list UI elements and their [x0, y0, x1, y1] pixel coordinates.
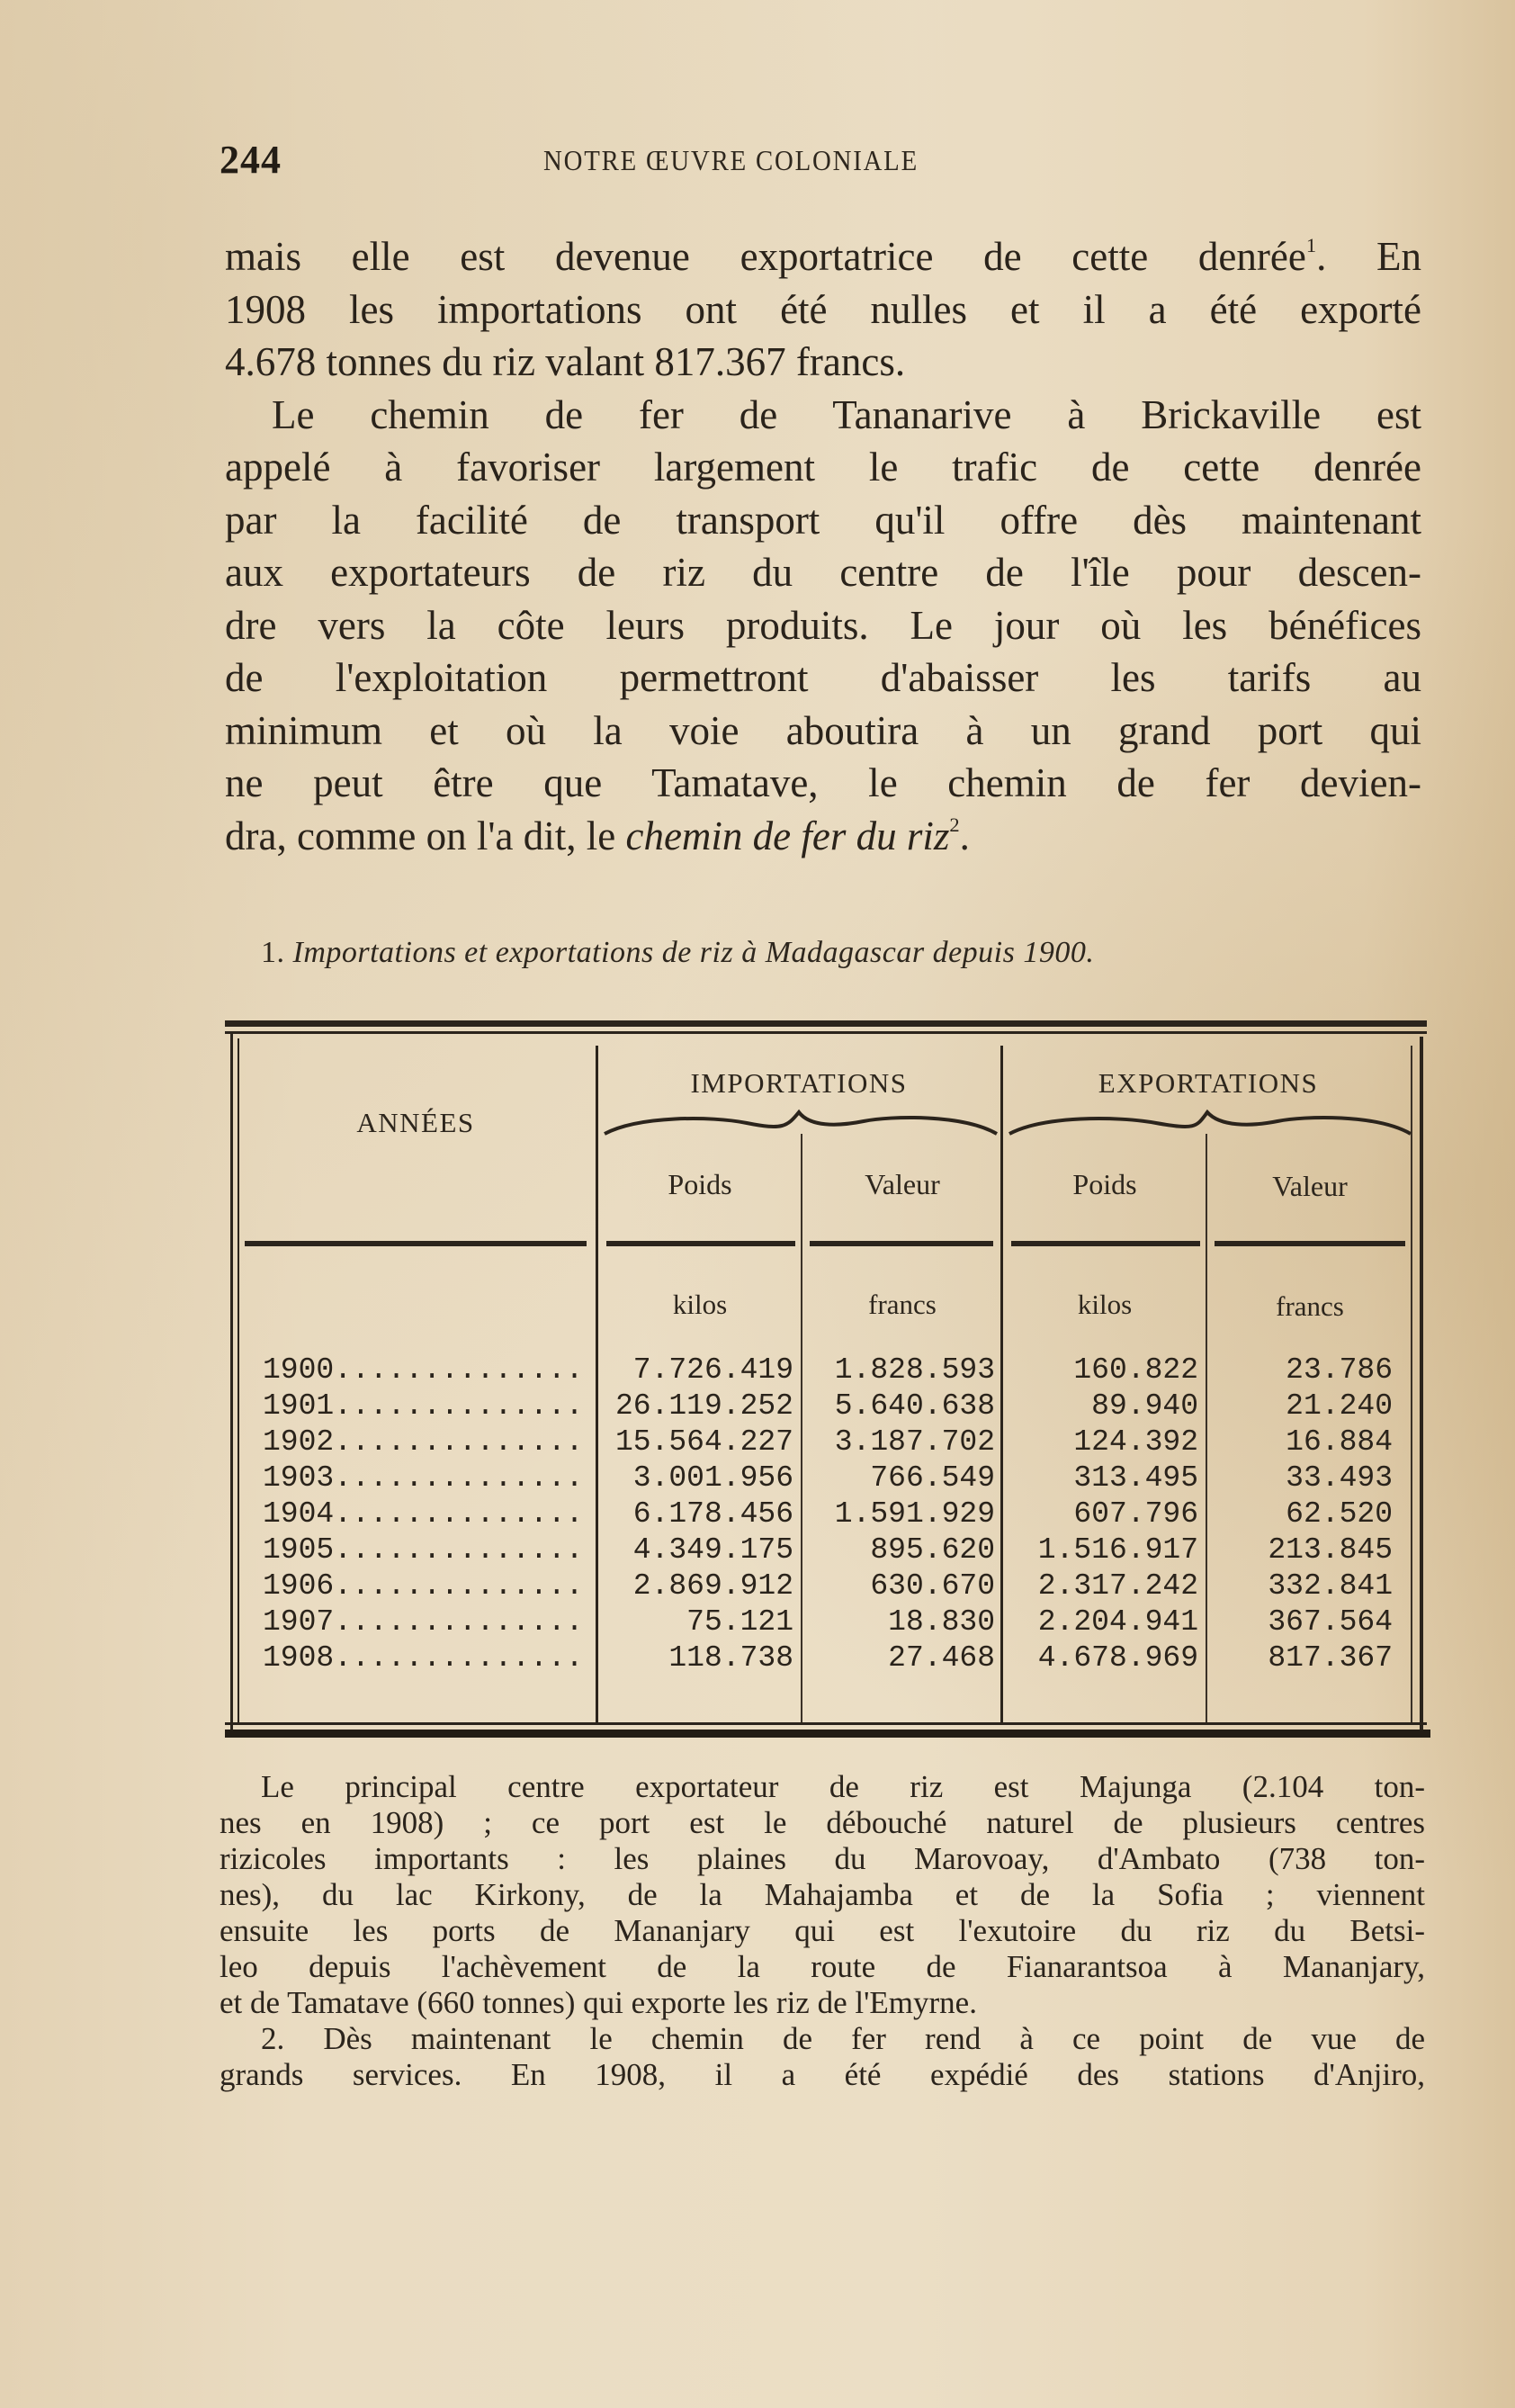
- header-years: ANNÉES: [356, 1107, 475, 1138]
- brace-icon: [603, 1107, 999, 1139]
- footnote-line: ensuite les ports de Mananjary qui est l'exutoire du riz du Betsi-: [220, 1913, 1425, 1948]
- footnote-line: nes), du lac Kirkony, de la Mahajamba et de la Sofia ; viennent: [220, 1877, 1425, 1912]
- text-line: 4.678 tonnes du riz valant 817.367 francs.: [225, 339, 906, 384]
- imports-value-cell: 1.828.593: [834, 1353, 995, 1387]
- imports-weight-cell: 7.726.419: [632, 1353, 793, 1387]
- text-line: 1908 les importations ont été nulles et il a été exporté: [225, 286, 1421, 332]
- year-cell: 1907..............: [263, 1605, 584, 1639]
- imports-weight-cell: 15.564.227: [614, 1425, 793, 1459]
- table-row: [225, 1461, 1427, 1497]
- imports-weight-cell: 3.001.956: [632, 1461, 793, 1495]
- table-row: [225, 1353, 1427, 1389]
- footnote-line: et de Tamatave (660 tonnes) qui exporte les riz de l'Emyrne.: [220, 1985, 977, 2020]
- imports-value-cell: 1.591.929: [834, 1497, 995, 1531]
- italic-phrase: chemin de fer du riz: [625, 813, 950, 858]
- header-exports-weight: Poids: [1072, 1168, 1137, 1200]
- footnote-ref: 1: [1305, 233, 1317, 256]
- exports-value-cell: 16.884: [1286, 1425, 1393, 1459]
- imports-weight-cell: 75.121: [686, 1605, 793, 1639]
- exports-weight-cell: 1.516.917: [1037, 1533, 1198, 1567]
- exports-value-cell: 213.845: [1268, 1533, 1393, 1567]
- table-caption: [261, 936, 1439, 970]
- unit-imports-value: francs: [868, 1289, 937, 1320]
- main-paragraph: [225, 230, 1421, 862]
- page-number: 244: [220, 138, 282, 182]
- imports-weight-cell: 2.869.912: [632, 1569, 793, 1603]
- exports-weight-cell: 89.940: [1091, 1389, 1198, 1423]
- year-cell: 1901..............: [263, 1389, 584, 1423]
- brace-icon: [1008, 1107, 1412, 1139]
- year-cell: 1902..............: [263, 1425, 584, 1459]
- text-line: minimum et où la voie aboutira à un grand port qui: [225, 707, 1421, 753]
- footnote-line: rizicoles importants : les plaines du Marovoay, d'Ambato (738 ton-: [220, 1841, 1425, 1876]
- table-top-rule: [225, 1020, 1427, 1027]
- imports-weight-cell: 4.349.175: [632, 1533, 793, 1567]
- exports-value-cell: 23.786: [1286, 1353, 1393, 1387]
- caption-text: Importations et exportations de riz à Madagascar depuis 1900.: [292, 936, 1095, 969]
- header-separator: [810, 1241, 993, 1246]
- exports-value-cell: 33.493: [1286, 1461, 1393, 1495]
- table-row: [225, 1569, 1427, 1605]
- rice-trade-table: [225, 1020, 1427, 1737]
- exports-weight-cell: 124.392: [1073, 1425, 1198, 1459]
- table-row: [225, 1533, 1427, 1569]
- footnote-line: grands services. En 1908, il a été expédié des stations d'Anjiro,: [220, 2057, 1425, 2092]
- table-row: [225, 1389, 1427, 1425]
- exports-value-cell: 62.520: [1286, 1497, 1393, 1531]
- imports-value-cell: 18.830: [888, 1605, 995, 1639]
- exports-value-cell: 817.367: [1268, 1641, 1393, 1675]
- imports-value-cell: 766.549: [870, 1461, 995, 1495]
- table-bottom-rule-thin: [225, 1722, 1427, 1725]
- imports-weight-cell: 6.178.456: [632, 1497, 793, 1531]
- imports-value-cell: 630.670: [870, 1569, 995, 1603]
- exports-weight-cell: 313.495: [1073, 1461, 1198, 1495]
- header-separator: [245, 1241, 587, 1246]
- year-cell: 1900..............: [263, 1353, 584, 1387]
- unit-exports-weight: kilos: [1077, 1289, 1133, 1320]
- header-imports: IMPORTATIONS: [690, 1067, 908, 1099]
- year-cell: 1903..............: [263, 1461, 584, 1495]
- text-line: dra, comme on l'a dit, le chemin de fer du riz$^2$.: [225, 813, 970, 858]
- text-line: Le chemin de fer de Tananarive à Brickaville est: [272, 391, 1421, 437]
- exports-weight-cell: 160.822: [1073, 1353, 1198, 1387]
- imports-value-cell: 27.468: [888, 1641, 995, 1675]
- year-cell: 1906..............: [263, 1569, 584, 1603]
- header-exports-value: Valeur: [1272, 1170, 1348, 1202]
- caption-number: 1.: [261, 936, 285, 969]
- header-exports: EXPORTATIONS: [1098, 1067, 1319, 1099]
- year-cell: 1904..............: [263, 1497, 584, 1531]
- exports-value-cell: 367.564: [1268, 1605, 1393, 1639]
- table-row: [225, 1425, 1427, 1461]
- footnote-ref: 2: [949, 813, 960, 836]
- header-imports-value: Valeur: [865, 1168, 940, 1200]
- unit-exports-value: francs: [1276, 1290, 1344, 1322]
- header-imports-weight: Poids: [668, 1168, 732, 1200]
- footnote-line: leo depuis l'achèvement de la route de Fianarantsoa à Mananjary,: [220, 1949, 1425, 1984]
- year-cell: 1908..............: [263, 1641, 584, 1675]
- footnote-line: 2. Dès maintenant le chemin de fer rend à ce point de vue de: [261, 2021, 1425, 2056]
- imports-value-cell: 3.187.702: [834, 1425, 995, 1459]
- header-separator: [606, 1241, 795, 1246]
- exports-value-cell: 332.841: [1268, 1569, 1393, 1603]
- exports-value-cell: 21.240: [1286, 1389, 1393, 1423]
- table-row: [225, 1605, 1427, 1641]
- text-line: aux exportateurs de riz du centre de l'île pour descen-: [225, 550, 1421, 595]
- footnote-line: nes en 1908) ; ce port est le débouché naturel de plusieurs centres: [220, 1805, 1425, 1840]
- exports-weight-cell: 2.204.941: [1037, 1605, 1198, 1639]
- table-row: [225, 1497, 1427, 1533]
- header-separator: [1011, 1241, 1200, 1246]
- header-separator: [1215, 1241, 1405, 1246]
- exports-weight-cell: 2.317.242: [1037, 1569, 1198, 1603]
- exports-weight-cell: 607.796: [1073, 1497, 1198, 1531]
- year-cell: 1905..............: [263, 1533, 584, 1567]
- unit-imports-weight: kilos: [672, 1289, 728, 1320]
- footnote-line: Le principal centre exportateur de riz est Majunga (2.104 ton-: [261, 1769, 1425, 1804]
- text-line: de l'exploitation permettront d'abaisser les tarifs au: [225, 655, 1421, 700]
- text-line: appelé à favoriser largement le trafic de cette denrée: [225, 445, 1421, 490]
- imports-value-cell: 895.620: [870, 1533, 995, 1567]
- text-line: mais elle est devenue exportatrice de cette denrée$^1$. En: [225, 233, 1421, 279]
- exports-weight-cell: 4.678.969: [1037, 1641, 1198, 1675]
- text-line: ne peut être que Tamatave, le chemin de fer devien-: [225, 760, 1421, 805]
- text-line: dre vers la côte leurs produits. Le jour où les bénéfices: [225, 602, 1421, 648]
- imports-weight-cell: 26.119.252: [614, 1389, 793, 1423]
- footnotes: [220, 1769, 1425, 2093]
- book-title: NOTRE ŒUVRE COLONIALE: [543, 144, 919, 176]
- table-row: [225, 1641, 1427, 1677]
- table-bottom-rule: [225, 1730, 1430, 1738]
- text-line: par la facilité de transport qu'il offre dès maintenant: [225, 497, 1421, 543]
- imports-value-cell: 5.640.638: [834, 1389, 995, 1423]
- running-header: [220, 137, 1425, 191]
- imports-weight-cell: 118.738: [668, 1641, 793, 1675]
- table-top-rule-thin: [225, 1031, 1427, 1034]
